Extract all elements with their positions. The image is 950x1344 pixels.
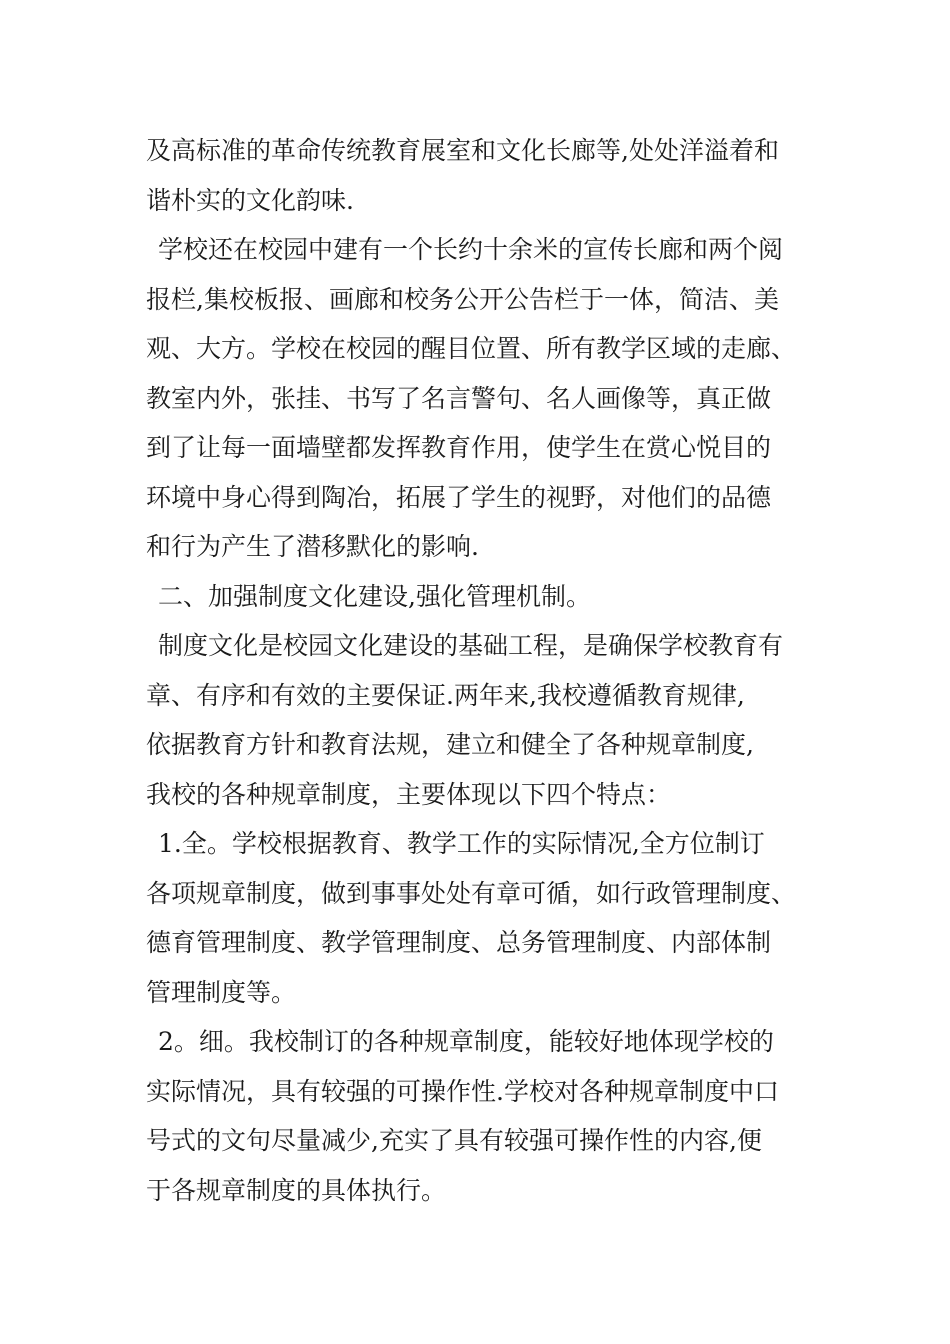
text-line: 德育管理制度、教学管理制度、总务管理制度、内部体制: [146, 928, 772, 957]
paragraph-start-line: 学校还在校园中建有一个长约十余米的宣传长廊和两个阅: [158, 235, 784, 264]
text-line: 于各规章制度的具体执行。: [146, 1175, 447, 1205]
text-line: 报栏,集校板报、画廊和校务公开公告栏于一体，简洁、美: [146, 284, 779, 314]
text-line: 管理制度等。: [146, 977, 297, 1007]
text-line: 各项规章制度，做到事事处处有章可循，如行政管理制度、: [146, 878, 797, 908]
text-line: 我校的各种规章制度，主要体现以下四个特点：: [146, 779, 672, 809]
text-line: 观、大方。学校在校园的醒目位置、所有教学区域的走廊、: [146, 334, 797, 363]
text-line: 教室内外，张挂、书写了名言警句、名人画像等，真正做: [146, 383, 772, 413]
text-line: 到了让每一面墙壁都发挥教育作用，使学生在赏心悦目的: [146, 433, 772, 462]
text-line: 章、有序和有效的主要保证.两年来,我校遵循教育规律,: [146, 680, 745, 710]
text-line: 和行为产生了潜移默化的影响.: [146, 532, 479, 561]
list-item-2: 2。细。我校制订的各种规章制度，能较好地体现学校的: [158, 1027, 774, 1056]
text-line: 环境中身心得到陶冶，拓展了学生的视野，对他们的品德: [146, 482, 772, 512]
paragraph-start-line: 制度文化是校园文化建设的基础工程，是确保学校教育有: [158, 631, 784, 660]
section-heading: 二、加强制度文化建设,强化管理机制。: [158, 581, 591, 611]
text-line: 及高标准的革命传统教育展室和文化长廊等,处处洋溢着和: [146, 136, 779, 165]
text-line: 谐朴实的文化韵味.: [146, 185, 354, 215]
list-item-1: 1.全。学校根据教育、教学工作的实际情况,全方位制订: [158, 829, 765, 858]
text-line: 号式的文句尽量减少,充实了具有较强可操作性的内容,便: [146, 1126, 762, 1155]
body-text: [146, 126, 806, 1215]
text-line: 实际情况，具有较强的可操作性.学校对各种规章制度中口: [146, 1076, 779, 1106]
text-line: 依据教育方针和教育法规，建立和健全了各种规章制度,: [146, 730, 754, 759]
